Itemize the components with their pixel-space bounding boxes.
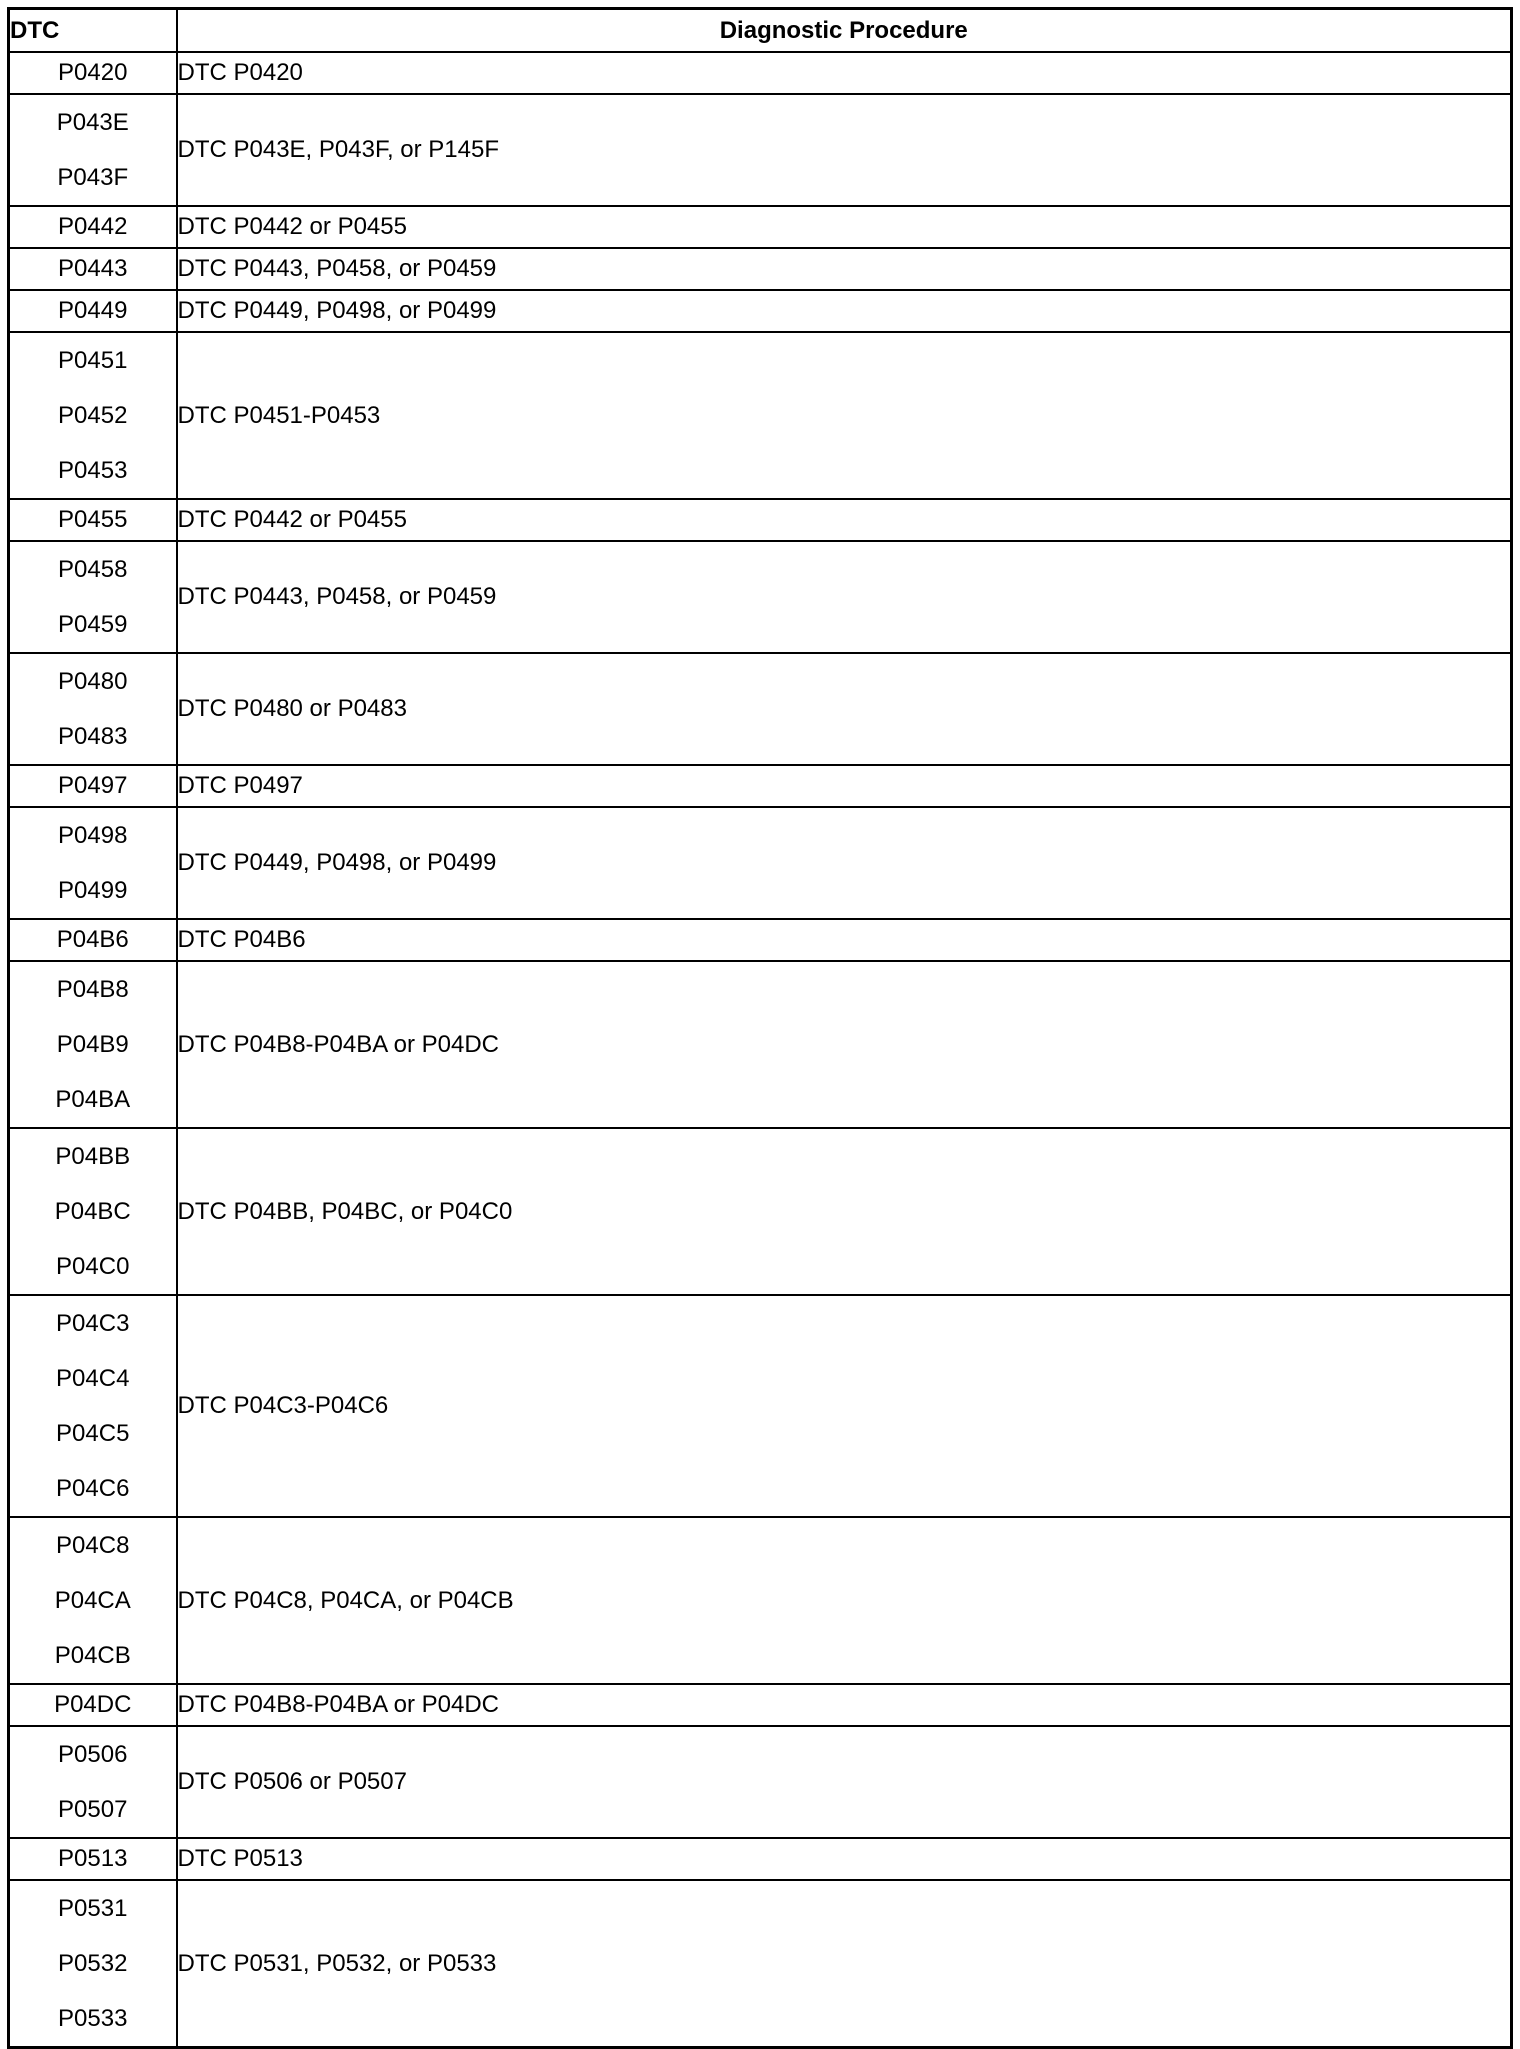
procedure-cell: DTC P04B6 bbox=[177, 919, 1512, 961]
dtc-cell bbox=[9, 1128, 177, 1295]
dtc-code: P0420 bbox=[58, 59, 128, 86]
procedure-cell: DTC P0420 bbox=[177, 52, 1512, 94]
dtc-code: P0453 bbox=[58, 457, 128, 484]
table-row bbox=[9, 332, 1512, 499]
dtc-code: P0499 bbox=[58, 877, 128, 904]
dtc-cell bbox=[9, 1880, 177, 2048]
dtc-code: P04C4 bbox=[56, 1365, 130, 1392]
procedure-cell: DTC P0449, P0498, or P0499 bbox=[177, 290, 1512, 332]
dtc-code: P04B9 bbox=[56, 1031, 129, 1058]
procedure-cell: DTC P0451-P0453 bbox=[177, 332, 1512, 499]
table-header-row bbox=[9, 9, 1512, 53]
dtc-cell bbox=[9, 1517, 177, 1684]
table-row bbox=[9, 290, 1512, 332]
procedure-cell: DTC P0449, P0498, or P0499 bbox=[177, 807, 1512, 919]
dtc-cell bbox=[9, 807, 177, 919]
table-row bbox=[9, 1128, 1512, 1295]
table-row bbox=[9, 499, 1512, 541]
procedure-cell: DTC P0443, P0458, or P0459 bbox=[177, 541, 1512, 653]
dtc-code: P043E bbox=[56, 109, 129, 136]
dtc-cell bbox=[9, 332, 177, 499]
dtc-code: P04CB bbox=[54, 1642, 131, 1669]
table-body bbox=[9, 52, 1512, 2048]
dtc-code: P0480 bbox=[58, 668, 128, 695]
dtc-code: P0451 bbox=[58, 347, 128, 374]
dtc-code: P0458 bbox=[58, 556, 128, 583]
dtc-cell bbox=[9, 94, 177, 206]
dtc-code: P0449 bbox=[58, 297, 128, 324]
table-row bbox=[9, 248, 1512, 290]
dtc-code: P0442 bbox=[58, 213, 128, 240]
dtc-cell bbox=[9, 52, 177, 94]
dtc-code: P0498 bbox=[58, 822, 128, 849]
dtc-cell bbox=[9, 206, 177, 248]
table-row bbox=[9, 1726, 1512, 1838]
table-row bbox=[9, 807, 1512, 919]
dtc-code: P04B8 bbox=[56, 976, 129, 1003]
table-row bbox=[9, 1684, 1512, 1726]
procedure-cell: DTC P0531, P0532, or P0533 bbox=[177, 1880, 1512, 2048]
procedure-cell: DTC P0506 or P0507 bbox=[177, 1726, 1512, 1838]
header-dtc: DTC bbox=[9, 9, 177, 53]
dtc-code: P04C6 bbox=[56, 1475, 130, 1502]
procedure-cell: DTC P0442 or P0455 bbox=[177, 206, 1512, 248]
table-row bbox=[9, 1517, 1512, 1684]
dtc-code: P0507 bbox=[58, 1796, 128, 1823]
dtc-code: P04C5 bbox=[56, 1420, 130, 1447]
dtc-code: P04BA bbox=[55, 1086, 131, 1113]
table-row bbox=[9, 919, 1512, 961]
dtc-code: P0452 bbox=[58, 402, 128, 429]
dtc-code: P043F bbox=[57, 164, 129, 191]
dtc-code: P0531 bbox=[58, 1895, 128, 1922]
procedure-cell: DTC P04B8-P04BA or P04DC bbox=[177, 961, 1512, 1128]
table-row bbox=[9, 961, 1512, 1128]
procedure-cell: DTC P04C3-P04C6 bbox=[177, 1295, 1512, 1517]
dtc-code: P04BC bbox=[54, 1198, 131, 1225]
dtc-code: P0533 bbox=[58, 2005, 128, 2032]
dtc-cell bbox=[9, 961, 177, 1128]
dtc-cell bbox=[9, 1295, 177, 1517]
dtc-code: P04BB bbox=[55, 1143, 131, 1170]
dtc-cell bbox=[9, 653, 177, 765]
dtc-code: P04C3 bbox=[56, 1310, 130, 1337]
procedure-cell: DTC P0480 or P0483 bbox=[177, 653, 1512, 765]
procedure-cell: DTC P043E, P043F, or P145F bbox=[177, 94, 1512, 206]
dtc-code: P04CA bbox=[54, 1587, 131, 1614]
table-row bbox=[9, 52, 1512, 94]
dtc-cell bbox=[9, 248, 177, 290]
dtc-code: P0459 bbox=[58, 611, 128, 638]
dtc-code: P0506 bbox=[58, 1741, 128, 1768]
dtc-cell bbox=[9, 541, 177, 653]
procedure-cell: DTC P04BB, P04BC, or P04C0 bbox=[177, 1128, 1512, 1295]
dtc-code: P0532 bbox=[58, 1950, 128, 1977]
dtc-cell bbox=[9, 765, 177, 807]
dtc-cell bbox=[9, 1838, 177, 1880]
dtc-table bbox=[7, 7, 1513, 2049]
dtc-code: P04C8 bbox=[56, 1532, 130, 1559]
dtc-cell bbox=[9, 1726, 177, 1838]
dtc-cell bbox=[9, 919, 177, 961]
dtc-code: P0455 bbox=[58, 506, 128, 533]
dtc-code: P0483 bbox=[58, 723, 128, 750]
table-row bbox=[9, 653, 1512, 765]
table-row bbox=[9, 765, 1512, 807]
procedure-cell: DTC P0442 or P0455 bbox=[177, 499, 1512, 541]
procedure-cell: DTC P04B8-P04BA or P04DC bbox=[177, 1684, 1512, 1726]
table-row bbox=[9, 94, 1512, 206]
header-procedure: Diagnostic Procedure bbox=[177, 9, 1512, 53]
table-row bbox=[9, 541, 1512, 653]
dtc-code: P0513 bbox=[58, 1845, 128, 1872]
dtc-cell bbox=[9, 290, 177, 332]
dtc-code: P0497 bbox=[58, 772, 128, 799]
procedure-cell: DTC P04C8, P04CA, or P04CB bbox=[177, 1517, 1512, 1684]
table-row bbox=[9, 1880, 1512, 2048]
dtc-code: P04C0 bbox=[56, 1253, 130, 1280]
procedure-cell: DTC P0513 bbox=[177, 1838, 1512, 1880]
dtc-cell bbox=[9, 499, 177, 541]
table-row bbox=[9, 206, 1512, 248]
table-row bbox=[9, 1838, 1512, 1880]
procedure-cell: DTC P0497 bbox=[177, 765, 1512, 807]
dtc-code: P04B6 bbox=[56, 926, 129, 953]
dtc-code: P04DC bbox=[54, 1691, 132, 1718]
dtc-code: P0443 bbox=[58, 255, 128, 282]
procedure-cell: DTC P0443, P0458, or P0459 bbox=[177, 248, 1512, 290]
table-row bbox=[9, 1295, 1512, 1517]
dtc-cell bbox=[9, 1684, 177, 1726]
